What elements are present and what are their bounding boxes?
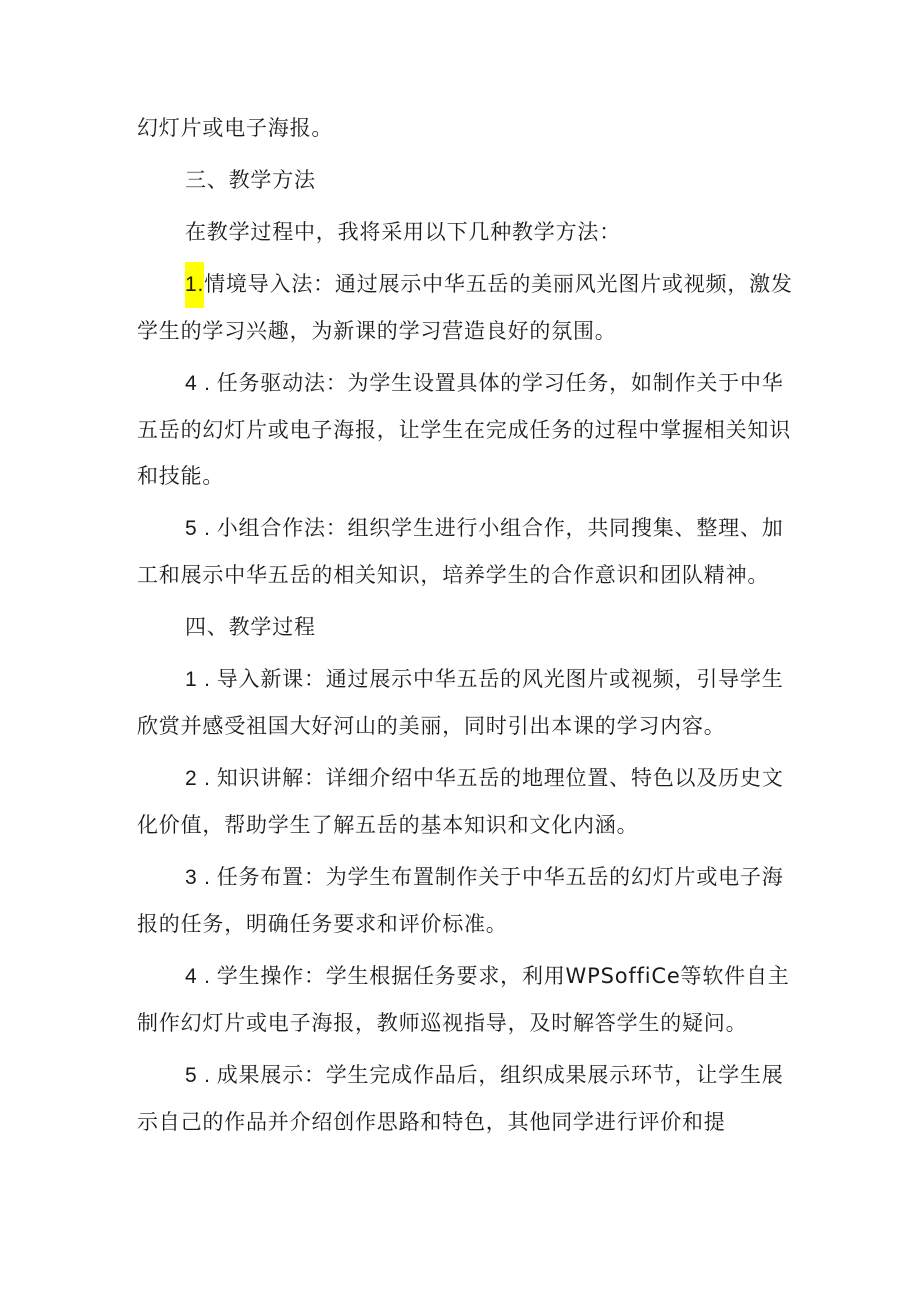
list-number: 3 . [185, 866, 211, 889]
process-step-2 [137, 755, 797, 848]
method-item-5 [137, 505, 797, 598]
list-item-text: 任务布置：为学生布置制作关于中华五岳的幻灯片或电子海报的任务，明确任务要求和评价标准。 [137, 865, 784, 936]
list-number: 1 . [185, 668, 211, 691]
process-step-3 [137, 854, 797, 947]
list-item-text: 成果展示：学生完成作品后，组织成果展示环节，让学生展示自己的作品并介绍创作思路和特色，其他同学进行评价和提 [137, 1063, 784, 1134]
list-item-text: 学生操作：学生根据任务要求，利用WPSoffiCe等软件自主制作幻灯片或电子海报，教师巡视指导，及时解答学生的疑问。 [137, 964, 790, 1035]
method-item-1 [137, 261, 797, 354]
process-step-4 [137, 953, 797, 1046]
list-number: 2 . [185, 767, 211, 790]
list-number: 4 . [185, 372, 211, 395]
paragraph-text: 在教学过程中，我将采用以下几种教学方法： [185, 220, 621, 244]
list-item-text: 情境导入法：通过展示中华五岳的美丽风光图片或视频，激发学生的学习兴趣，为新课的学习营造良好的氛围。 [137, 272, 793, 343]
heading-text: 三、教学方法 [185, 168, 316, 192]
list-number: 5 . [185, 1064, 211, 1087]
process-step-1 [137, 656, 797, 749]
document-body [137, 105, 797, 1151]
list-number-highlighted: 1. [185, 262, 204, 308]
methods-intro [137, 209, 797, 255]
method-item-4 [137, 360, 797, 499]
heading-text: 四、教学过程 [185, 615, 316, 639]
section-heading-process [137, 604, 797, 650]
paragraph-continuation [137, 105, 797, 151]
section-heading-methods [137, 157, 797, 203]
list-number: 4 . [185, 965, 211, 988]
process-step-5 [137, 1052, 797, 1145]
list-item-text: 知识讲解：详细介绍中华五岳的地理位置、特色以及历史文化价值，帮助学生了解五岳的基本知识和文化内涵。 [137, 766, 784, 837]
list-number: 5 . [185, 517, 211, 540]
paragraph-text: 幻灯片或电子海报。 [137, 116, 334, 140]
list-item-text: 小组合作法：组织学生进行小组合作，共同搜集、整理、加工和展示中华五岳的相关知识，培养学生的合作意识和团队精神。 [137, 516, 784, 587]
list-item-text: 导入新课：通过展示中华五岳的风光图片或视频，引导学生欣赏并感受祖国大好河山的美丽，同时引出本课的学习内容。 [137, 667, 784, 738]
list-item-text: 任务驱动法：为学生设置具体的学习任务，如制作关于中华五岳的幻灯片或电子海报，让学生在完成任务的过程中掌握相关知识和技能。 [137, 371, 791, 488]
